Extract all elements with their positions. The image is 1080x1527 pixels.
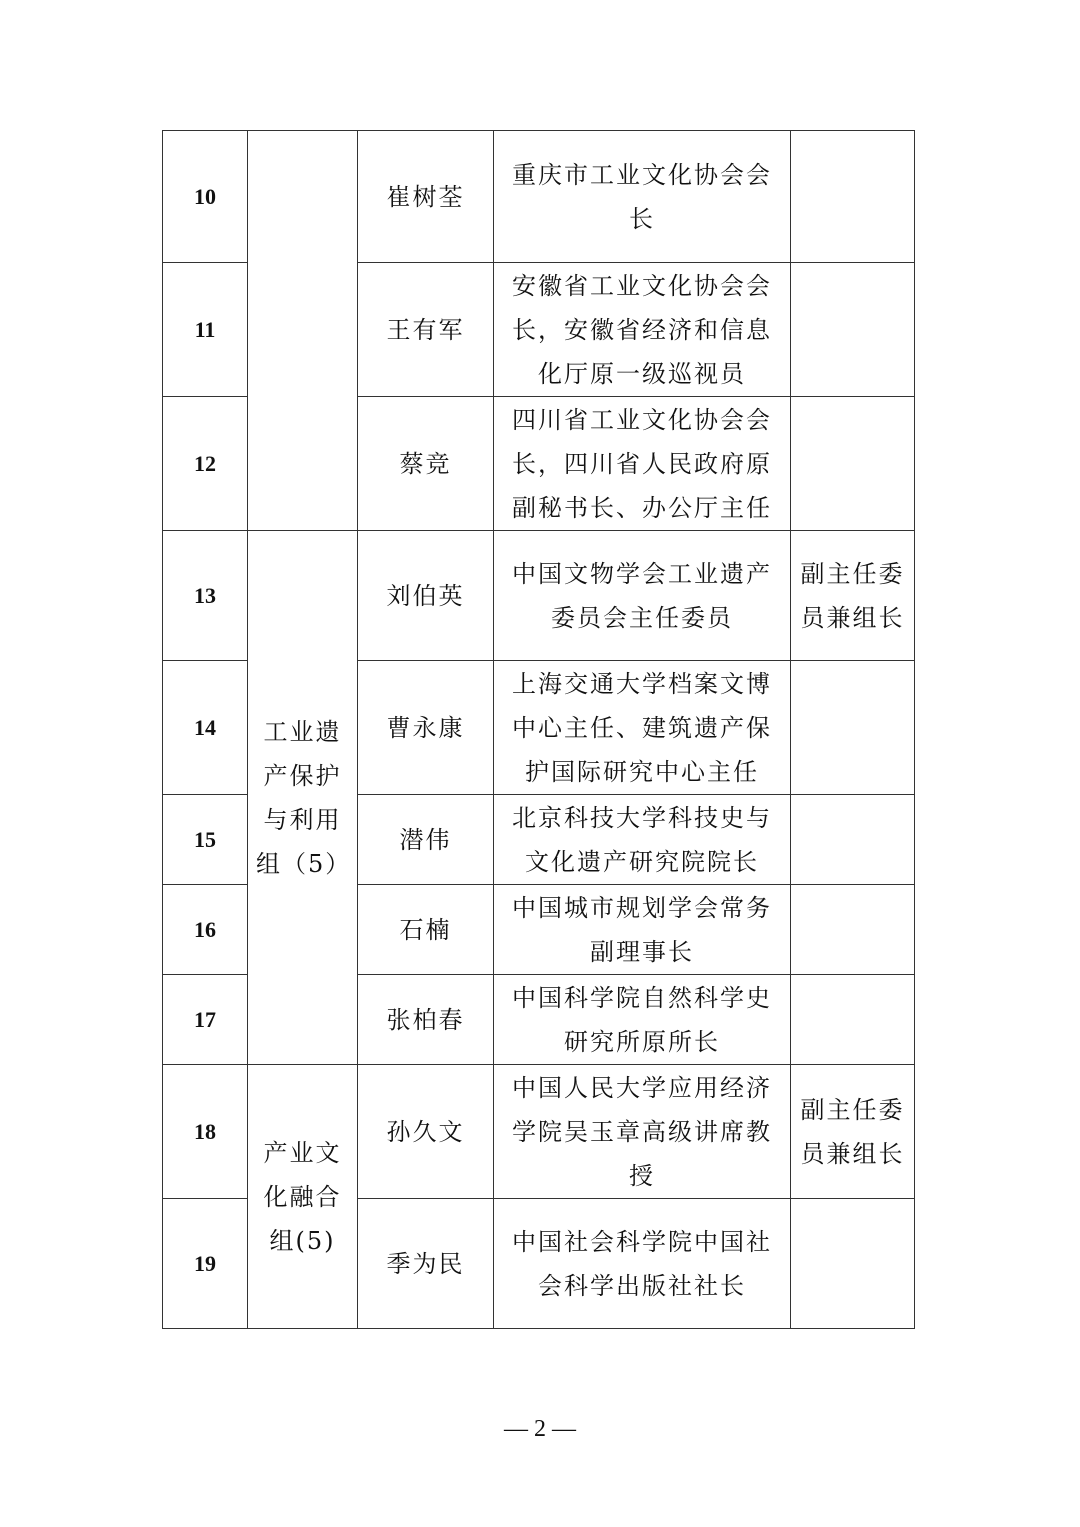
member-title: 上海交通大学档案文博中心主任、建筑遗产保护国际研究中心主任 [494,661,791,795]
row-number: 15 [163,795,248,885]
member-title: 中国社会科学院中国社会科学出版社社长 [494,1199,791,1329]
row-number: 16 [163,885,248,975]
member-title: 重庆市工业文化协会会长 [494,131,791,263]
member-title: 中国城市规划学会常务副理事长 [494,885,791,975]
member-role [791,795,915,885]
member-role: 副主任委员兼组长 [791,1065,915,1199]
member-table [162,130,915,1329]
member-title: 北京科技大学科技史与文化遗产研究院院长 [494,795,791,885]
member-name: 曹永康 [358,661,494,795]
row-number: 18 [163,1065,248,1199]
member-name: 崔树荃 [358,131,494,263]
member-name: 张柏春 [358,975,494,1065]
table-row [163,1065,915,1199]
member-role [791,263,915,397]
member-role [791,397,915,531]
group-heritage: 工业遗产保护与利用组（5） [248,531,358,1065]
member-name: 孙久文 [358,1065,494,1199]
member-name: 石楠 [358,885,494,975]
member-title: 中国文物学会工业遗产委员会主任委员 [494,531,791,661]
row-number: 12 [163,397,248,531]
member-role [791,661,915,795]
member-role [791,975,915,1065]
page-number: — 2 — [504,1416,576,1442]
group-industry-culture: 产业文化融合组(5) [248,1065,358,1329]
member-title: 安徽省工业文化协会会长，安徽省经济和信息化厅原一级巡视员 [494,263,791,397]
row-number: 19 [163,1199,248,1329]
member-name: 王有军 [358,263,494,397]
member-role [791,131,915,263]
member-name: 季为民 [358,1199,494,1329]
table-row [163,131,915,263]
member-role: 副主任委员兼组长 [791,531,915,661]
row-number: 14 [163,661,248,795]
member-name: 潜伟 [358,795,494,885]
row-number: 10 [163,131,248,263]
member-name: 刘伯英 [358,531,494,661]
member-title: 中国科学院自然科学史研究所原所长 [494,975,791,1065]
member-role [791,885,915,975]
member-name: 蔡竞 [358,397,494,531]
row-number: 11 [163,263,248,397]
row-number: 17 [163,975,248,1065]
member-role [791,1199,915,1329]
group-cell-empty [248,131,358,531]
table-row [163,531,915,661]
member-title: 四川省工业文化协会会长，四川省人民政府原副秘书长、办公厅主任 [494,397,791,531]
row-number: 13 [163,531,248,661]
member-title: 中国人民大学应用经济学院吴玉章高级讲席教授 [494,1065,791,1199]
